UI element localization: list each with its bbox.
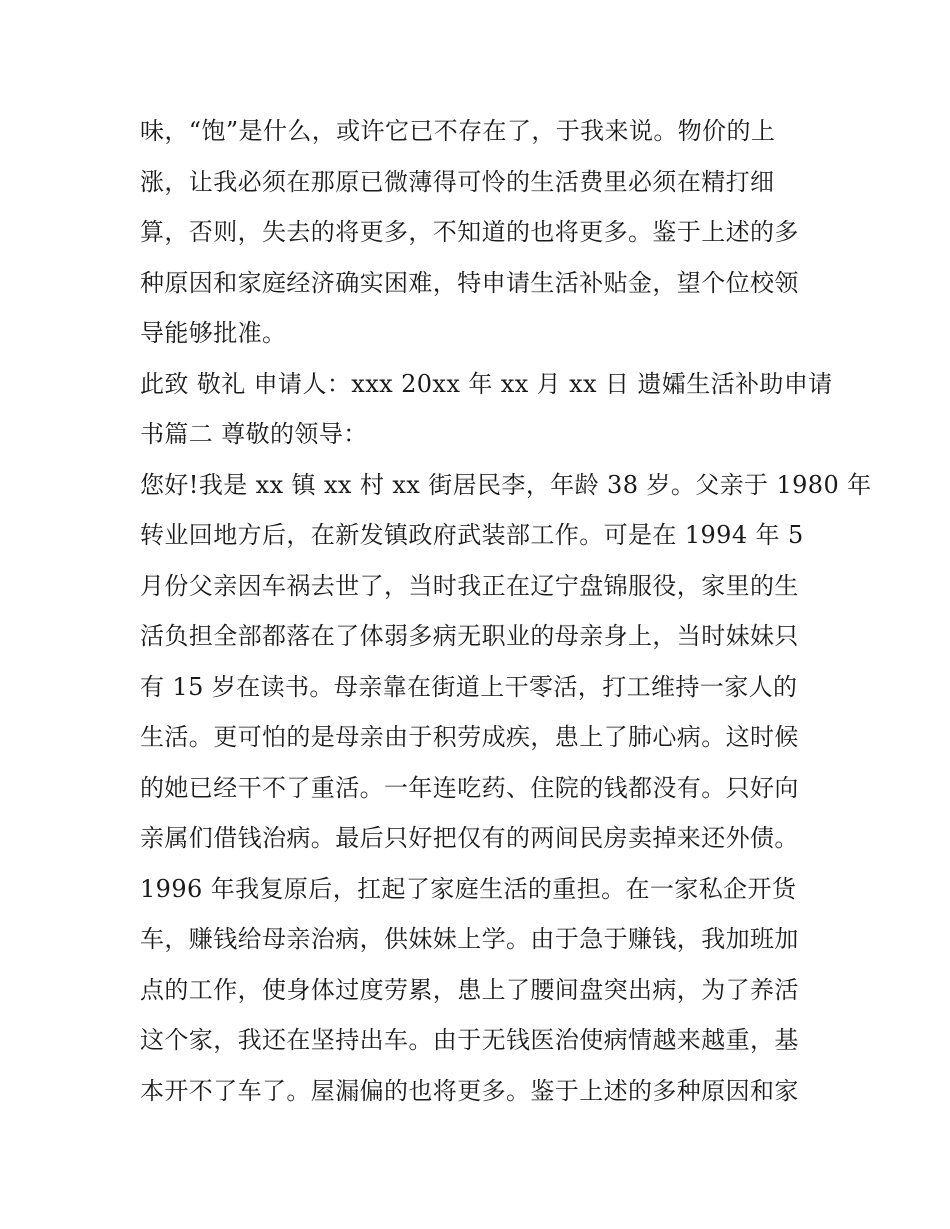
text-line: 本开不了车了。屋漏偏的也将更多。鉴于上述的多种原因和家 [140,1076,799,1105]
text-line: 活负担全部都落在了体弱多病无职业的母亲身上，当时妹妹只 [140,622,799,650]
text-line: 您好!我是 xx 镇 xx 村 xx 街居民李，年龄 38 岁。父亲于 1980 年 [140,470,872,499]
text-line: 月份父亲因车祸去世了，当时我正在辽宁盘锦服役，家里的生 [140,571,799,600]
text-line: 种原因和家庭经济确实困难，特申请生活补贴金，望个位校领 [140,268,799,297]
text-line: 这个家，我还在坚持出车。由于无钱医治使病情越来越重，基 [140,1026,799,1054]
text-line: 生活。更可怕的是母亲由于积劳成疾，患上了肺心病。这时候 [140,723,799,751]
text-line: 1996 年我复原后，扛起了家庭生活的重担。在一家私企开货 [140,874,797,903]
text-line: 涨，让我必须在那原已微薄得可怜的生活费里必须在精打细 [140,167,775,196]
text-line: 点的工作，使身体过度劳累，患上了腰间盘突出病，为了养活 [140,975,799,1004]
text-line: 导能够批准。 [140,319,287,347]
text-line: 书篇二 尊敬的领导： [140,420,368,448]
text-line: 味，“饱”是什么，或许它已不存在了，于我来说。物价的上 [140,117,776,145]
text-line: 转业回地方后，在新发镇政府武装部工作。可是在 1994 年 5 [140,521,804,549]
text-line: 有 15 岁在读书。母亲靠在街道上干零活，打工维持一家人的 [140,672,798,701]
text-line: 此致 敬礼 申请人：xxx 20xx 年 xx 月 xx 日 遗孀生活补助申请 [140,369,833,398]
text-line: 车，赚钱给母亲治病，供妹妹上学。由于急于赚钱，我加班加 [140,925,799,953]
text-line: 亲属们借钱治病。最后只好把仅有的两间民房卖掉来还外债。 [140,824,799,852]
text-line: 算，否则，失去的将更多，不知道的也将更多。鉴于上述的多 [140,218,799,246]
document-body [140,106,872,1116]
text-line: 的她已经干不了重活。一年连吃药、住院的钱都没有。只好向 [140,773,799,802]
